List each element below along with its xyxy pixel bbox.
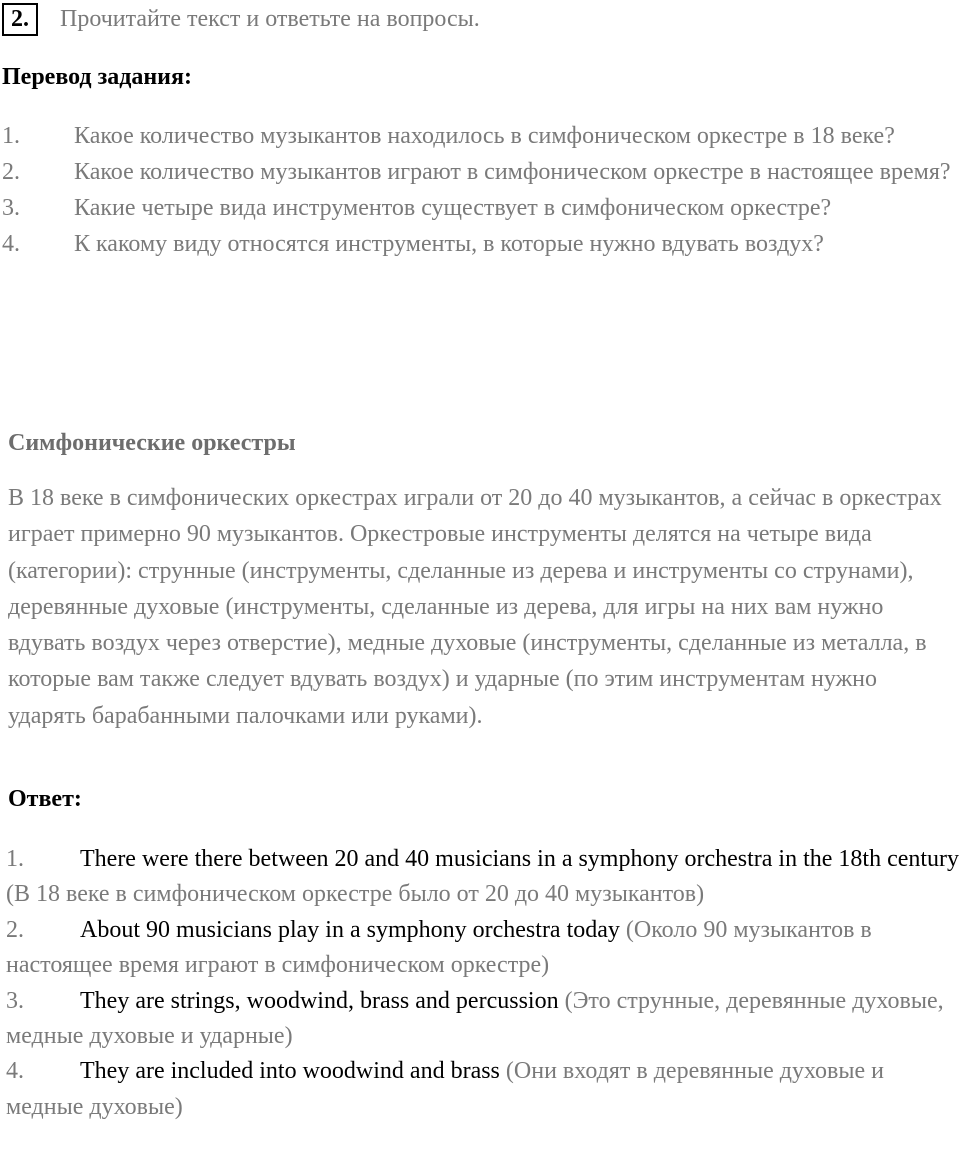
list-item (2, 226, 960, 262)
translation-list (2, 118, 960, 262)
list-item (6, 984, 960, 1055)
item-number: 1. (6, 846, 24, 872)
answer-russian: (Около 90 музыкантов в настоящее время играют в симфоническом оркестре) (6, 916, 872, 979)
item-number: 1. (2, 123, 20, 149)
passage-text: В 18 веке в симфонических оркестрах играли от 20 до 40 музыкантов, а сейчас в оркестрах играет примерно 90 музыкантов. Оркестровые инструменты делятся на четыре вида (категории): струнные (инструменты, сделанные из дерева и инструменты со струнами), деревянные духовые (инструменты, сделанные из дерева, для игры на них вам нужно вдувать воздух через отверстие), медные духовые (инструменты, сделанные из металла, в которые вам также следует вдувать воздух) и ударные (по этим инструментам нужно ударять барабанными палочками или руками). (8, 485, 942, 729)
answer-list (6, 842, 960, 1125)
list-item (6, 1054, 960, 1125)
item-number: 4. (2, 231, 20, 257)
answer-english: They are included into woodwind and brass (80, 1058, 500, 1085)
item-text: Какое количество музыкантов играют в симфоническом оркестре в настоящее время? (74, 159, 951, 185)
task-instruction: Прочитайте текст и ответьте на вопросы. (60, 5, 480, 32)
answer-russian: (Они входят в деревянные духовые и медные духовые) (6, 1058, 884, 1120)
answer-english: About 90 musicians play in a symphony orchestra today (80, 916, 620, 943)
item-number: 2. (2, 159, 20, 185)
item-text: К какому виду относятся инструменты, в которые нужно вдувать воздух? (74, 231, 824, 257)
answer-title: Ответ: (8, 786, 82, 812)
item-number: 4. (6, 1058, 24, 1085)
answer-russian: (В 18 веке в симфоническом оркестре было от 20 до 40 музыкантов) (6, 881, 705, 908)
task-header (2, 2, 480, 36)
item-text: Какие четыре вида инструментов существует в симфоническом оркестре? (74, 195, 832, 221)
passage-title: Симфонические оркестры (8, 430, 296, 456)
item-number: 3. (6, 987, 24, 1014)
answer-english: They are strings, woodwind, brass and percussion (80, 987, 559, 1014)
translation-title: Перевод задания: (2, 64, 192, 90)
list-item (6, 842, 960, 913)
list-item (6, 913, 960, 984)
answer-english: There were there between 20 and 40 musicians in a symphony orchestra in the 18th century (80, 846, 960, 872)
list-item (2, 190, 960, 226)
item-text: Какое количество музыкантов находилось в симфоническом оркестре в 18 веке? (74, 123, 895, 149)
item-number: 2. (6, 916, 24, 943)
item-number: 3. (2, 195, 20, 221)
list-item (2, 154, 960, 190)
answer-russian: (Это струнные, деревянные духовые, медные духовые и ударные) (6, 987, 944, 1050)
task-number-box: 2. (2, 3, 38, 36)
list-item (2, 118, 960, 154)
